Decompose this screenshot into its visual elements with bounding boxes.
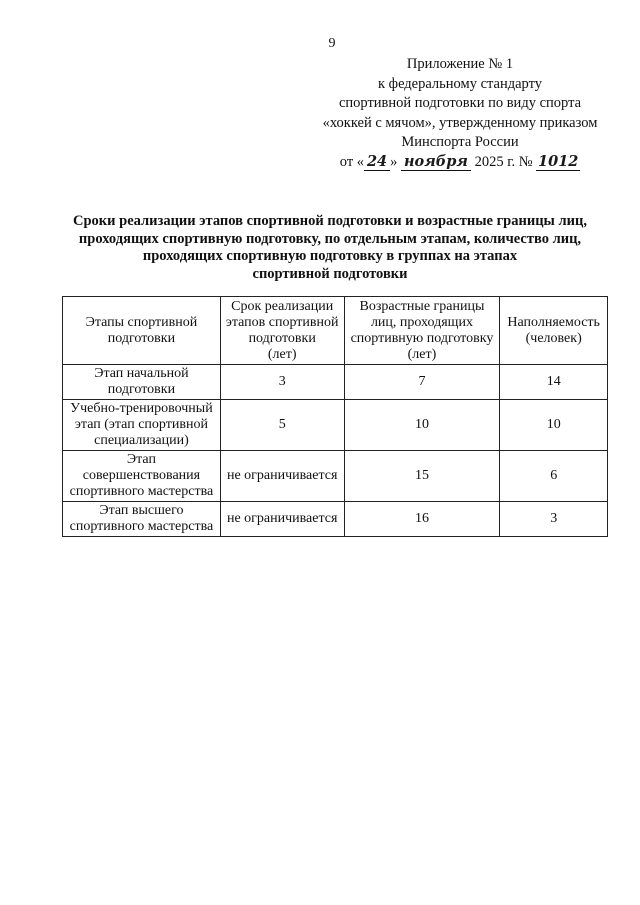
cell-term: не ограничивается xyxy=(220,502,344,537)
title-line-1: Сроки реализации этапов спортивной подготовки и возрастные границы лиц, xyxy=(73,213,587,229)
table-header-row xyxy=(63,297,608,365)
date-mid: » xyxy=(390,153,398,170)
appendix-date-line xyxy=(300,153,620,173)
appendix-standard: к федеральному стандарту xyxy=(378,75,542,92)
title-line-3: проходящих спортивную подготовку в группах на этапах xyxy=(142,248,518,264)
page-number: 9 xyxy=(328,36,336,51)
date-year: 2025 г. № xyxy=(474,153,533,170)
cell-stage: Этап высшего спортивного мастерства xyxy=(63,502,221,537)
table-row xyxy=(63,365,608,400)
stages-table xyxy=(62,296,608,537)
document-title xyxy=(50,213,610,283)
cell-age: 10 xyxy=(344,400,500,451)
cell-age: 16 xyxy=(344,502,500,537)
cell-fill: 14 xyxy=(500,365,608,400)
table-row xyxy=(63,451,608,502)
cell-stage: Этап начальной подготовки xyxy=(63,365,221,400)
table-row xyxy=(63,502,608,537)
cell-fill: 10 xyxy=(500,400,608,451)
cell-term: 3 xyxy=(220,365,344,400)
cell-stage: Учебно-тренировочный этап (этап спортивной специализации) xyxy=(63,400,221,451)
cell-term: не ограничивается xyxy=(220,451,344,502)
date-month: ноября xyxy=(401,154,471,171)
cell-age: 7 xyxy=(344,365,500,400)
appendix-ministry: Минспорта России xyxy=(401,134,519,150)
cell-fill: 3 xyxy=(500,502,608,537)
order-number: 1012 xyxy=(538,152,579,170)
cell-age: 15 xyxy=(344,451,500,502)
cell-fill: 6 xyxy=(500,451,608,502)
header-stage: Этапы спортивной подготовки xyxy=(63,297,221,365)
header-term: Срок реализации этапов спортивной подготовки (лет) xyxy=(220,297,344,365)
header-age: Возрастные границы лиц, проходящих спортивную подготовку (лет) xyxy=(344,297,500,365)
date-prefix: от « xyxy=(339,153,365,170)
title-line-4: спортивной подготовки xyxy=(252,265,408,282)
date-day: 24 xyxy=(364,154,390,171)
table-row xyxy=(63,400,608,451)
cell-term: 5 xyxy=(220,400,344,451)
header-fill: Наполняемость (человек) xyxy=(500,297,608,365)
appendix-number: Приложение № 1 xyxy=(406,56,514,72)
appendix-sport-name: «хоккей с мячом», утвержденному приказом xyxy=(322,114,598,131)
cell-stage: Этап совершенствования спортивного мастерства xyxy=(63,451,221,502)
appendix-sport-prep: спортивной подготовки по виду спорта xyxy=(338,95,582,111)
appendix-header xyxy=(300,55,620,172)
title-line-2: проходящих спортивную подготовку, по отдельным этапам, количество лиц, xyxy=(78,230,582,247)
